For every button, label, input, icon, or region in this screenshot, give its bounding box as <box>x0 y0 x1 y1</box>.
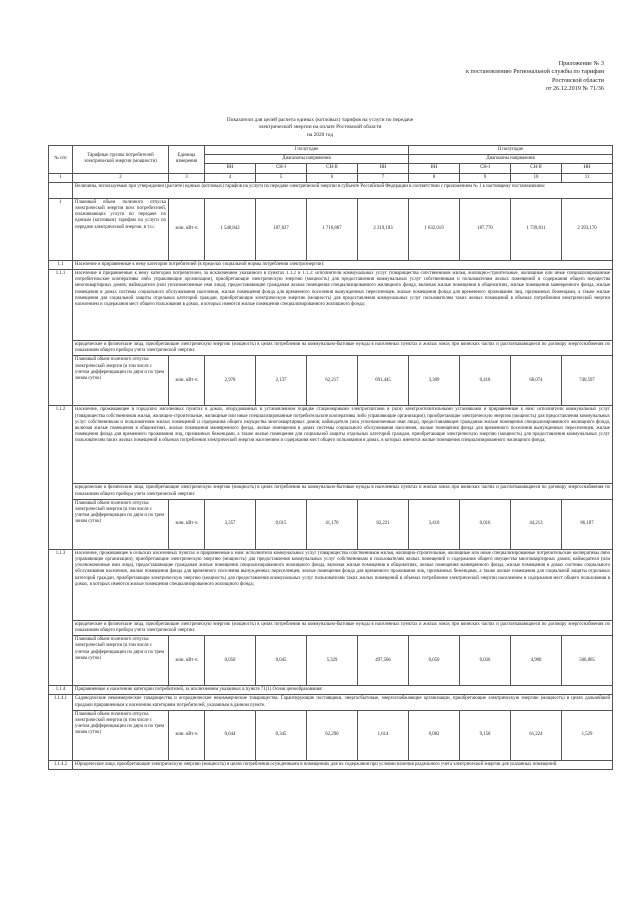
section-text <box>73 406 613 484</box>
header-level: СН-I <box>460 164 511 173</box>
section-text <box>73 549 613 620</box>
value-cell: 1,614 <box>358 710 409 760</box>
row-label: Плановый объем полезного отпуска электрической энергии всех потребителей, оплачивающих услуги по передаче по единым (котловым) тарифам на услуги по передаче электрической энергии, в т.ч.: <box>73 198 169 260</box>
value-cell: 2 319,183 <box>358 198 409 260</box>
row-unit: млн. кВт·ч <box>169 710 205 760</box>
section-text-2: юридические и физические лица, приобретающие электрическую энергию (мощность) в целях потребления на коммунально-бытовые нужды в населенных пунктах и жилых зонах при воинских частях и рассчитывающиеся по договору энергоснабжения по показаниям общего прибора учета электрической энергии: <box>73 341 613 356</box>
value-cell: 1 548,842 <box>205 198 256 260</box>
value-cell: 2,137 <box>256 356 307 406</box>
row-unit: млн. кВт·ч <box>169 356 205 406</box>
value-cell: 3,357 <box>205 499 256 549</box>
value-cell: 0,345 <box>256 710 307 760</box>
value-cell: 3,309 <box>409 356 460 406</box>
value-cell: 44,213 <box>511 499 562 549</box>
title-line: на 2020 год <box>306 131 334 138</box>
section-text: Юридические лица, приобретающие электрическую энергию (мощность) в целях потребления осужденными в помещениях для их содержания при условии наличия раздельного учета электрической энергии для указанных помещений. <box>73 760 613 769</box>
value-cell: 86,187 <box>562 499 613 549</box>
header-level: СН-I <box>256 164 307 173</box>
appendix-line: к постановлению Региональной службы по тарифам <box>465 68 604 76</box>
value-cell: 506,865 <box>562 636 613 686</box>
header-unit: Единица измерения <box>169 146 205 174</box>
header-level: НН <box>358 164 409 173</box>
col-number: 7 <box>358 173 409 182</box>
section-text: Население и приравненные к нему категории потребителей (в пределах социальной нормы потребления электроэнергии): <box>73 260 613 269</box>
row-num: 1.1.4.1 <box>49 695 73 760</box>
row-num: 1.1.3 <box>49 549 73 685</box>
title-line: Показатели для целей расчета единых (котловых) тарифов на услуги по передаче <box>226 117 414 123</box>
value-cell: 0,082 <box>409 710 460 760</box>
value-cell: 0,418 <box>460 356 511 406</box>
value-cell: 82,221 <box>358 499 409 549</box>
header-half2: II полугодие <box>409 146 613 155</box>
appendix-line: от 26.12.2019 № 71/36 <box>545 85 604 93</box>
appendix-header <box>384 60 604 94</box>
value-cell: 0,036 <box>460 636 511 686</box>
row-num <box>49 182 73 198</box>
section-text-2: юридические и физические лица, приобретающие электрическую энергию (мощность) в целях потребления на коммунально-бытовые нужды в населенных пунктах и жилых зонах при воинских частях и рассчитывающиеся по договору энергоснабжения по показаниям общего прибора учета электрической энергии: <box>73 620 613 635</box>
row-label: Плановый объем полезного отпуска электрической энергии (в том числе с учетом дифференциации по двум и по трем зонам суток) <box>73 710 169 760</box>
value-cell: 62,217 <box>307 356 358 406</box>
section-text: Садоводческие некоммерческие товарищества и огороднические некоммерческие товарищества. Гарантирующие поставщики, энергосбытовые, энергоснабжающие организации, приобретающие электрическую энергию (мощность) в целях дальнейшей продажи приравненным к населению категориям потребителей, указанным в данном пункте. <box>73 695 613 710</box>
value-cell: 691,445 <box>358 356 409 406</box>
header-level: ВН <box>205 164 256 173</box>
section-text-body: Население и приравненные к нему категории потребителей, за исключением указанного в пунктах 1.1.2 и 1.1.3: исполнители коммунальных услуг (товарищества собственников жилья, жилищно-строительные, жилищные или иные специализированные потребительские кооперативы либо управляющие организации), приобретающие электрическую энергию (мощность) для предоставления коммунальных услуг собственникам и пользователям жилых помещений и содержания общего имущества многоквартирных домов; наймодатели (или уполномоченные ими лица), предоставляющие гражданам жилые помещения специализированного жилищного фонда, включая жилые помещения в общежитиях, жилые помещения маневренного фонда, жилые помещения в домах системы социального обслуживания населения, жилые помещения фонда для временного поселения вынужденных переселенцев, жилые помещения фонда для временного проживания лиц, признанных беженцами, а также жилые помещения для социальной защиты отдельных категорий граждан, приобретающие электрическую энергию (мощность) для предоставления коммунальных услуг пользователям таких жилых помещений в объемах потребления электрической энергии населением и содержания мест общего пользования в домах, в которых имеются жилые помещения специализированного жилищного фонда; <box>75 271 611 308</box>
value-cell: 0,045 <box>256 636 307 686</box>
value-cell: 68,074 <box>511 356 562 406</box>
document-title <box>150 117 490 139</box>
header-level: СН-II <box>511 164 562 173</box>
section-text-2: юридические и физические лица, приобретающие электрическую энергию (мощность) в целях потребления на коммунально-бытовые нужды в населенных пунктах и жилых зонах при воинских частях и рассчитывающиеся по договору энергоснабжения по показаниям общего прибора учета электрической энергии: <box>73 484 613 499</box>
appendix-line: Приложение № 3 <box>558 60 604 67</box>
section-text-body: Население, проживающее в городских населенных пунктах в домах, оборудованных в установленном порядке стационарными электроплитами и (или) электроотопительными установками и приравненные к ним: исполнители коммунальных услуг (товарищества собственников жилья, жилищно-строительные, жилищные или иные специализированные потребительские кооперативы либо управляющие организации), приобретающие электрическую энергию (мощность) для предоставления коммунальных услуг собственникам и пользователям жилых помещений и содержания общего имущества многоквартирных домов; наймодатели (или уполномоченные ими лица), предоставляющие гражданам жилые помещения специализированного жилищного фонда, включая жилые помещения в общежитиях, жилые помещения маневренного фонда, жилые помещения в домах системы социального обслуживания населения, жилые помещения фонда для временного поселения вынужденных переселенцев, жилые помещения фонда для временного проживания лиц, признанных беженцами, а также жилые помещения для социальной защиты отдельных категорий граждан, приобретающие электрическую энергию (мощность) для предоставления коммунальных услуг пользователям таких жилых помещений в объемах потребления электрической энергии населением и содержания мест общего пользования в домах, в которых имеются жилые помещения специализированного жилищного фонда; <box>75 407 611 444</box>
col-number: 1 <box>49 173 73 182</box>
row-unit: млн. кВт·ч <box>169 198 205 260</box>
value-cell: 4,900 <box>511 636 562 686</box>
row-label: Плановый объем полезного отпуска электрической энергии (в том числе с учетом дифференциации по двум и по трем зонам суток) <box>73 356 169 406</box>
intro-text: Величины, используемые при утверждении (расчете) единых (котловых) тарифов на услуги по передаче электрической энергии в субъекте Российской Федерации в соответствии с приложением № 1 к настоящему постановлению: <box>73 182 613 198</box>
col-number: 10 <box>511 173 562 182</box>
section-text-body: Население, проживающее в сельских населенных пунктах и приравненные к ним: исполнители коммунальных услуг (товарищества собственников жилья, жилищно-строительные, жилищные или иные специализированные потребительские кооперативы либо управляющие организации), приобретающие электрическую энергию (мощность) для предоставления коммунальных услуг собственникам и пользователям жилых помещений и содержания общего имущества многоквартирных домов; наймодатели (или уполномоченные ими лица), предоставляющие гражданам жилые помещения специализированного жилищного фонда, включая жилые помещения в общежитиях, жилые помещения маневренного фонда, жилые помещения в домах системы социального обслуживания населения, жилые помещения фонда для временного поселения вынужденных переселенцев, жилые помещения фонда для временного проживания лиц, признанных беженцами, а также жилые помещения для социальной защиты отдельных категорий граждан, приобретающие электрическую энергию (мощность) для предоставления коммунальных услуг пользователям таких жилых помещений в объемах потребления электрической энергии населением и содержания мест общего пользования в домах, в которых имеются жилые помещения специализированного жилищного фонда; <box>75 550 611 587</box>
row-num: 1.1.4.2 <box>49 760 73 769</box>
section-text: Приравненные к населению категории потребителей, за исключением указанных в пункте 71(1) Основ ценообразования: <box>73 686 613 695</box>
header-level: ВН <box>409 164 460 173</box>
row-num: 1.1.2 <box>49 406 73 549</box>
col-number: 9 <box>460 173 511 182</box>
value-cell: 2 393,170 <box>562 198 613 260</box>
value-cell: 2,978 <box>205 356 256 406</box>
row-label: Плановый объем полезного отпуска электрической энергии (в том числе с учетом дифференциации по двум и по трем зонам суток) <box>73 499 169 549</box>
col-number: 8 <box>409 173 460 182</box>
value-cell: 1 716,887 <box>307 198 358 260</box>
header-half1: I полугодие <box>205 146 409 155</box>
row-unit: млн. кВт·ч <box>169 499 205 549</box>
header-num: № п/п <box>49 146 73 174</box>
value-cell: 740,597 <box>562 356 613 406</box>
appendix-line: Ростовской области <box>552 76 604 84</box>
value-cell: 5,329 <box>307 636 358 686</box>
value-cell: 9,150 <box>460 710 511 760</box>
row-unit: млн. кВт·ч <box>169 636 205 686</box>
header-group: Тарифные группы потребителей электрической энергии (мощности) <box>73 146 169 174</box>
row-num: 1.1.4 <box>49 686 73 695</box>
row-num: 1.1.1 <box>49 270 73 406</box>
value-cell: 62,290 <box>307 710 358 760</box>
value-cell: 0,644 <box>205 710 256 760</box>
col-number: 4 <box>205 173 256 182</box>
header-ranges: Диапазоны напряжения <box>205 155 409 164</box>
value-cell: 1,529 <box>562 710 613 760</box>
col-number: 5 <box>256 173 307 182</box>
header-level: СН-II <box>307 164 358 173</box>
value-cell: 41,170 <box>307 499 358 549</box>
value-cell: 61,224 <box>511 710 562 760</box>
header-ranges: Диапазоны напряжения <box>409 155 613 164</box>
header-level: НН <box>562 164 613 173</box>
row-label: Плановый объем полезного отпуска электрической энергии (в том числе с учетом дифференциации по двум и по трем зонам суток) <box>73 636 169 686</box>
value-cell: 497,566 <box>358 636 409 686</box>
value-cell: 0,050 <box>409 636 460 686</box>
col-number: 11 <box>562 173 613 182</box>
value-cell: 187,770 <box>460 198 511 260</box>
value-cell: 1 632,019 <box>409 198 460 260</box>
row-num: 1.1 <box>49 260 73 269</box>
value-cell: 3,410 <box>409 499 460 549</box>
value-cell: 1 739,811 <box>511 198 562 260</box>
col-number: 3 <box>169 173 205 182</box>
col-number: 6 <box>307 173 358 182</box>
value-cell: 0,016 <box>460 499 511 549</box>
value-cell: 0,050 <box>205 636 256 686</box>
row-num: 1 <box>49 198 73 260</box>
section-text <box>73 270 613 341</box>
col-number: 2 <box>73 173 169 182</box>
tariff-table <box>48 145 613 770</box>
value-cell: 187,827 <box>256 198 307 260</box>
value-cell: 0,015 <box>256 499 307 549</box>
title-line: электрической энергии на оплате Ростовской области <box>258 124 382 131</box>
